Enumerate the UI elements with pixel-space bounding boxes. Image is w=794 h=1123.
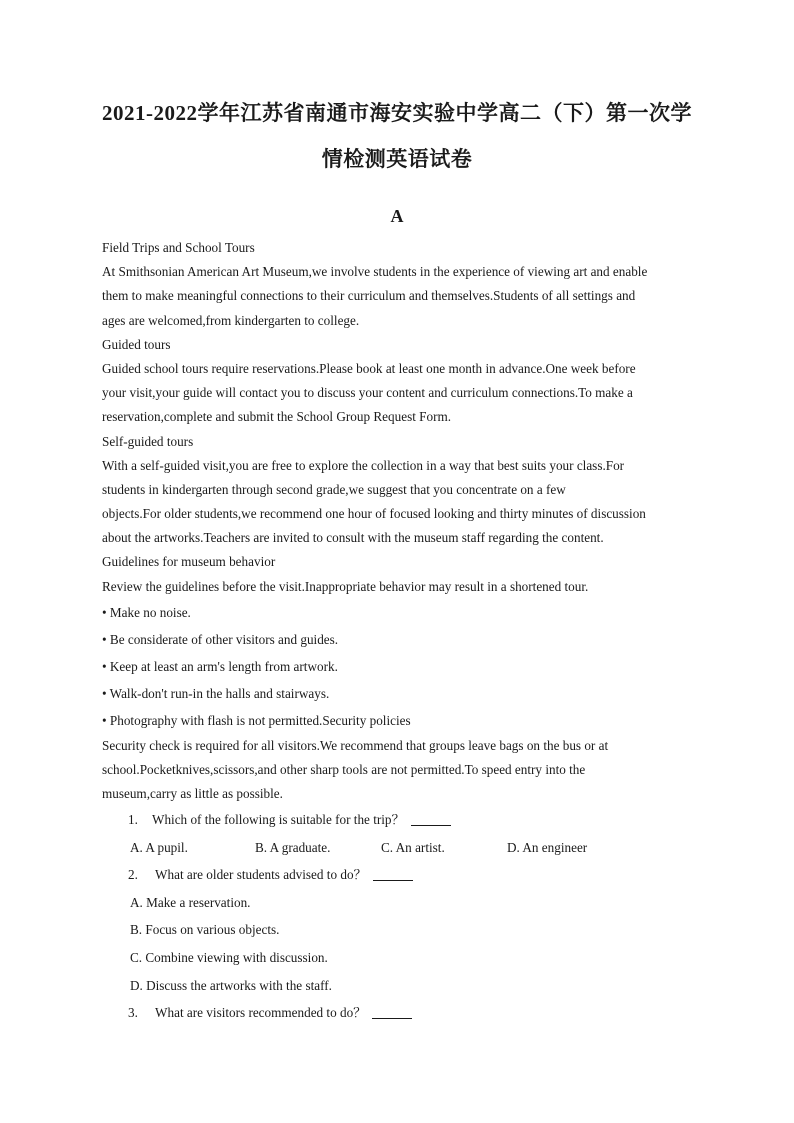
passage-line: At Smithsonian American Art Museum,we involve students in the experience of viewing art and enable (102, 264, 648, 280)
exam-title-line-1: 2021-2022学年江苏省南通市海安实验中学高二（下）第一次学 (102, 101, 692, 125)
question-3 (128, 999, 728, 1027)
passage (102, 236, 702, 806)
guideline-bullet: • Make no noise. (102, 604, 191, 620)
guideline-bullet: • Photography with flash is not permitted.Security policies (102, 712, 411, 728)
passage-line: Review the guidelines before the visit.Inappropriate behavior may result in a shortened tour. (102, 578, 589, 594)
question-2 (128, 861, 728, 889)
answer-blank[interactable] (411, 811, 451, 826)
passage-line: reservation,complete and submit the School Group Request Form. (102, 409, 452, 425)
question-1-options (128, 834, 728, 862)
answer-blank[interactable] (373, 866, 413, 881)
option-d[interactable]: D. Discuss the artworks with the staff. (130, 977, 332, 993)
passage-heading: Field Trips and School Tours (102, 240, 255, 255)
passage-line: With a self-guided visit,you are free to explore the collection in a way that best suits your class.For (102, 457, 625, 473)
question-stem: What are older students advised to do？ (152, 867, 367, 883)
passage-line: students in kindergarten through second grade,we suggest that you concentrate on a few (102, 481, 566, 497)
guideline-bullet: • Be considerate of other visitors and guides. (102, 631, 339, 647)
option-b[interactable]: B. Focus on various objects. (130, 922, 280, 938)
answer-blank[interactable] (372, 1004, 412, 1019)
question-stem: What are visitors recommended to do？ (152, 1005, 367, 1021)
option-a[interactable]: A. A pupil. (130, 839, 188, 855)
passage-line: school.Pocketknives,scissors,and other sharp tools are not permitted.To speed entry into the (102, 762, 586, 777)
question-number: 3. (128, 1005, 138, 1021)
subheading-guided-tours: Guided tours (102, 336, 171, 352)
question-number: 2. (128, 867, 138, 883)
passage-line: them to make meaningful connections to their curriculum and themselves.Students of all settings and (102, 288, 636, 304)
question-number: 1. (128, 812, 138, 827)
guideline-bullet: • Walk-don't run-in the halls and stairways. (102, 685, 330, 701)
question-list (128, 806, 728, 1027)
exam-title-line-2: 情检测英语试卷 (321, 147, 473, 171)
passage-line: ages are welcomed,from kindergarten to college. (102, 312, 360, 328)
option-a[interactable]: A. Make a reservation. (130, 894, 251, 910)
question-1 (128, 806, 728, 834)
passage-line: museum,carry as little as possible. (102, 786, 283, 802)
option-d[interactable]: D. An engineer (507, 839, 588, 855)
passage-line: Guided school tours require reservations.Please book at least one month in advance.One week before (102, 360, 636, 376)
question-stem: Which of the following is suitable for the trip？ (152, 812, 405, 827)
option-c[interactable]: C. An artist. (381, 839, 445, 855)
subheading-guidelines: Guidelines for museum behavior (102, 554, 276, 570)
section-letter: A (390, 206, 404, 226)
option-b[interactable]: B. A graduate. (255, 839, 331, 855)
passage-line: objects.For older students,we recommend one hour of focused looking and thirty minutes of discussion (102, 506, 646, 522)
passage-line: about the artworks.Teachers are invited to consult with the museum staff regarding the content. (102, 530, 604, 546)
passage-line: Security check is required for all visitors.We recommend that groups leave bags on the bus or at (102, 737, 609, 753)
passage-line: your visit,your guide will contact you to discuss your content and curriculum connections.To make a (102, 385, 633, 401)
option-c[interactable]: C. Combine viewing with discussion. (130, 949, 328, 965)
subheading-self-guided-tours: Self-guided tours (102, 433, 194, 449)
guideline-bullet: • Keep at least an arm's length from artwork. (102, 658, 338, 674)
